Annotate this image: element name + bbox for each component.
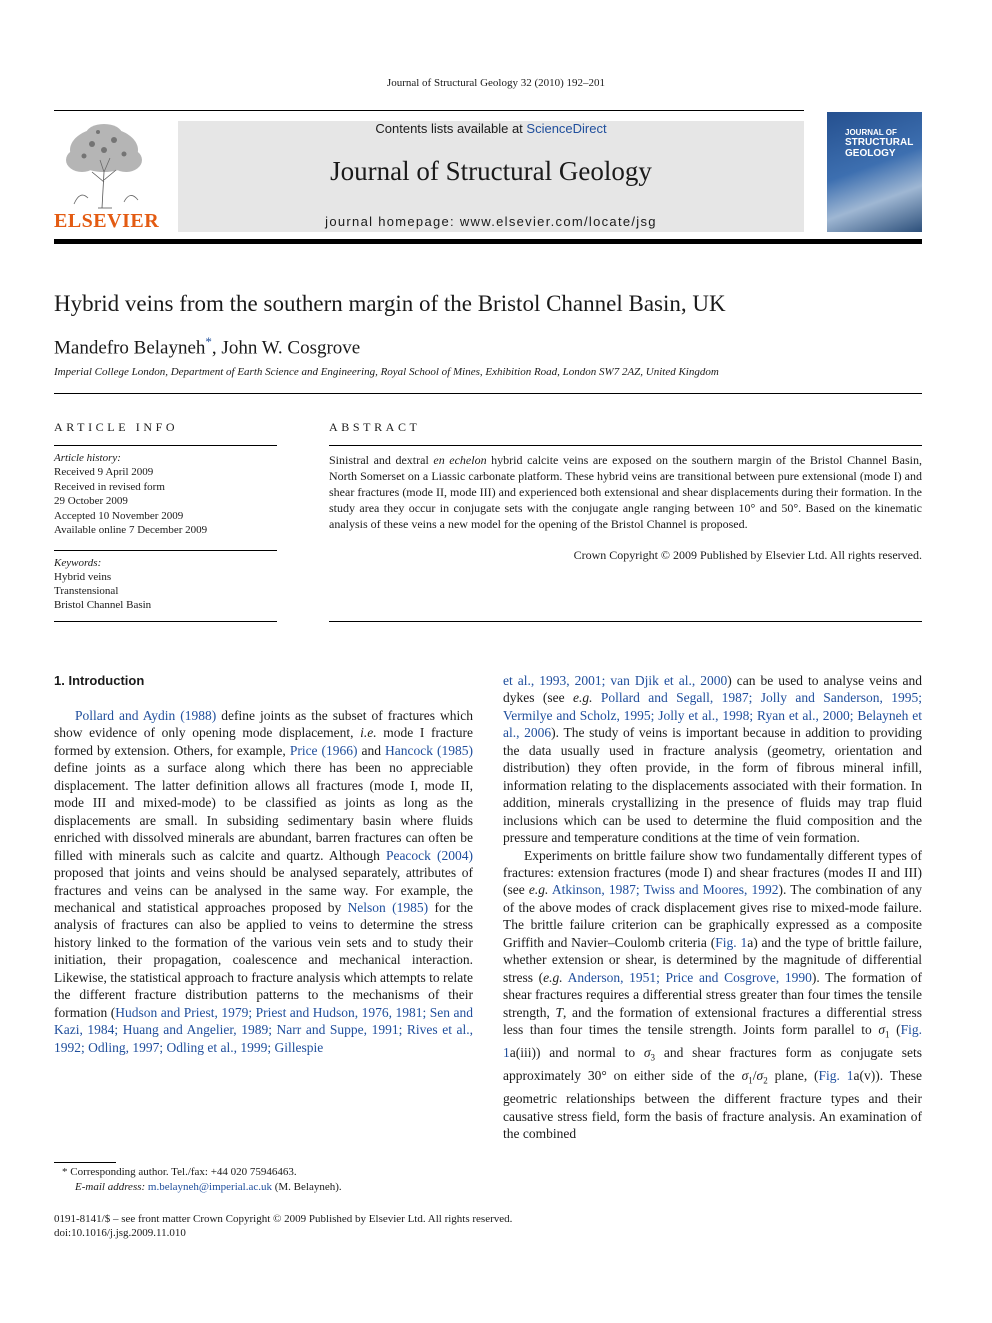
- cover-line1: JOURNAL OF: [845, 128, 897, 137]
- header-thick-rule: [54, 239, 922, 244]
- text-run: ) can be used to analyse veins and dykes (see: [503, 673, 923, 706]
- history-item: 29 October 2009: [54, 495, 128, 508]
- journal-name: Journal of Structural Geology: [330, 156, 652, 186]
- history-item: Received 9 April 2009: [54, 466, 154, 479]
- italic-text: σ: [756, 1068, 764, 1084]
- footnote-rule: [54, 1162, 116, 1163]
- italic-text: e.g.: [528, 882, 549, 898]
- text-run: a(v)). These geometric relationships between the different fracture types and their causative stress field, form the basis of fracture analysis. An examination of the combined: [503, 1068, 922, 1142]
- header-top-rule: [54, 110, 804, 111]
- subscript: 1: [748, 1076, 753, 1087]
- affiliation: Imperial College London, Department of Earth Science and Engineering, Royal School of Mines, Exhibition Road, London SW7 2AZ, United Kingdom: [54, 366, 719, 378]
- body-column-left: [54, 707, 473, 1056]
- sciencedirect-link[interactable]: ScienceDirect: [526, 121, 607, 136]
- abstract-part: hybrid calcite veins are exposed on the southern margin of the Bristol Channel Basin, North Somerset on a Liassic carbonate platform. These hybrid veins are transitional between pure extensional (mode I) and shear fractures (mode II, mode III) and experienced both extensional and shear displacements during their formation. In the study area they occur in conjugate sets with the conjugate angle ranging between 10° and 50°. Based on the kinematic analysis of these veins a new model for the opening of the Bristol Channel is proposed.: [329, 453, 922, 531]
- intro-paragraph: [54, 707, 473, 1056]
- article-history: [54, 451, 207, 537]
- doi-line[interactable]: doi:10.1016/j.jsg.2009.11.010: [54, 1227, 186, 1239]
- text-run: define joints as a surface along which there has been no appreciable displacement. The latter definition allows all fractures (mode I, mode II, mode III and mixed-mode) to be classified as joints as long as the displacements are small. In subsiding sedimentary basin where fluids enriched with dissolved minerals are abundant, barren fractures can often be filled with minerals such as calcite and quartz. Although: [54, 760, 473, 863]
- footnote-email-line: [54, 1180, 474, 1195]
- citation-link[interactable]: Fig. 1: [715, 934, 748, 950]
- history-item: Accepted 10 November 2009: [54, 509, 184, 522]
- journal-cover-title: [845, 128, 920, 159]
- cover-line2: STRUCTURAL: [845, 137, 914, 148]
- front-matter: [54, 1212, 512, 1240]
- citation-link[interactable]: Pollard and Segall, 1987; Jolly and Sanderson, 1995; Vermilye and Scholz, 1995; Jolly et al., 1998; Ryan et al., 2000; Belayneh et al., 2006: [503, 690, 923, 741]
- text-run: , and the formation of extensional fractures a differential stress less than four times the tensile strength. Joints form parallel to: [503, 1004, 922, 1038]
- article-history-label: Article history:: [54, 452, 121, 464]
- author-belayneh[interactable]: Mandefro Belayneh: [54, 337, 206, 359]
- text-run: proposed that joints and veins should be analysed separately, attributes of fractures and veins can be analysed in the same way. For example, the mechanical and statistical approaches proposed by: [54, 865, 473, 915]
- tree-icon: [54, 120, 156, 210]
- text-run: (: [889, 1022, 901, 1038]
- citation-link[interactable]: Pollard and Aydin (1988): [75, 708, 217, 723]
- issn-line: 0191-8141/$ – see front matter Crown Copyright © 2009 Published by Elsevier Ltd. All rights reserved.: [54, 1213, 513, 1225]
- citation-link[interactable]: Price (1966): [289, 742, 358, 758]
- history-item: Received in revised form: [54, 480, 165, 493]
- text-run: and shear fractures form as conjugate sets approximately 30° on either side of the: [503, 1045, 922, 1084]
- citation-link[interactable]: Hancock (1985): [385, 742, 474, 758]
- cover-line3: GEOLOGY: [845, 148, 896, 159]
- citation-link[interactable]: Atkinson, 1987; Twiss and Moores, 1992: [551, 882, 779, 898]
- contents-line: [178, 121, 804, 136]
- author-list: [54, 334, 360, 359]
- introduction-heading: 1. Introduction: [54, 673, 145, 688]
- footnote-line: * Corresponding author. Tel./fax: +44 020 75946463.: [62, 1166, 297, 1178]
- contents-prefix: Contents lists available at: [375, 121, 527, 136]
- citation-link[interactable]: Peacock (2004): [385, 847, 474, 863]
- corresponding-author-footnote: [54, 1165, 474, 1195]
- text-run: Experiments on brittle failure show two fundamentally different types of fractures: extension fractures (mode I) and shear fractures (modes II and III) (see: [503, 847, 922, 898]
- abstract-bottom-rule: [329, 621, 922, 622]
- article-info-bottom-rule: [54, 621, 277, 622]
- citation-link[interactable]: Anderson, 1951; Price and Cosgrove, 1990: [567, 969, 812, 985]
- italic-text: T: [555, 1004, 564, 1020]
- author-cosgrove[interactable]: , John W. Cosgrove: [211, 337, 361, 359]
- corresponding-author-mark[interactable]: *: [205, 334, 212, 349]
- journal-homepage-link[interactable]: journal homepage: www.elsevier.com/locate/jsg: [325, 214, 657, 229]
- text-run: plane, (: [767, 1068, 819, 1084]
- text-run: mode I fracture formed by extension. Others, for example,: [54, 725, 473, 758]
- italic-text: σ: [878, 1022, 885, 1038]
- text-run: ). The combination of any of the above modes of crack displacement gives rise to mixed-mode failure. The brittle failure criterion can be graphically expressed as a composite Griffith and Navier–Coulomb criteria (: [503, 882, 923, 950]
- italic-text: e.g.: [543, 969, 563, 985]
- abstract-text: [329, 452, 922, 532]
- email-suffix: (M. Belayneh).: [271, 1181, 342, 1193]
- abstract-heading: ABSTRACT: [329, 420, 421, 434]
- keywords-label: Keywords:: [54, 557, 102, 569]
- citation-link[interactable]: Fig. 1: [818, 1068, 854, 1084]
- text-run: /: [752, 1068, 757, 1084]
- affiliation-rule: [54, 393, 922, 394]
- italic-text: σ: [643, 1045, 651, 1061]
- text-run: ). The formation of shear fractures requires a differential stress greater than four times the tensile strength,: [503, 969, 922, 1020]
- text-run: define joints as the subset of fractures which show evidence of only opening mode displacement,: [54, 708, 473, 741]
- citation-link[interactable]: Fig. 1: [503, 1022, 923, 1061]
- abstract-rule: [329, 445, 922, 446]
- italic-text: σ: [741, 1068, 749, 1084]
- subscript: 2: [763, 1076, 768, 1087]
- abstract-copyright: Crown Copyright © 2009 Published by Elsevier Ltd. All rights reserved.: [573, 548, 922, 562]
- history-item: Available online 7 December 2009: [54, 524, 208, 537]
- text-run: and: [357, 742, 386, 758]
- elsevier-wordmark: ELSEVIER: [54, 210, 160, 232]
- abstract-italic: en echelon: [433, 453, 487, 467]
- text-run: for the analysis of fractures can also be applied to veins to determine the stress history linked to the formation of the various vein sets and to study their initiation, their propagation, coalescence and mechanical interaction. Likewise, the statistical approach to fracture analysis which attempts to relate the different fracture distribution patterns to the mechanisms of their formation (: [54, 899, 473, 1020]
- text-run: a) and the type of brittle failure, whether extension or shear, is determined by the magnitude of differential stress (: [503, 934, 922, 985]
- keyword-item: Hybrid veins: [54, 571, 112, 583]
- intro-paragraph: [503, 847, 922, 1143]
- email-label: E-mail address:: [75, 1181, 148, 1193]
- text-run: a(iii)) and normal to: [509, 1045, 644, 1061]
- subscript: 3: [650, 1052, 656, 1063]
- article-info-heading: ARTICLE INFO: [54, 420, 179, 434]
- article-info-rule: [54, 445, 277, 446]
- citation-link[interactable]: Hudson and Priest, 1979; Priest and Hudson, 1976, 1981; Sen and Kazi, 1984; Huang and Angelier, 1989; Narr and Suppe, 1991; Rives et al., 1992; Odling, 1997; Odling et al., 1999; Gillespie: [54, 1004, 473, 1055]
- abstract-part: Sinistral and dextral: [329, 453, 434, 467]
- text-run: [593, 690, 601, 705]
- keyword-item: Bristol Channel Basin: [54, 599, 152, 611]
- text-run: ). The study of veins is important because in addition to providing the data usually used in fracture analysis (geometry, orientation and distribution) they often provide, in the form of fibrous mineral infill, information relating to the displacements associated with their formation. In addition, minerals crystallizing in the presence of fluids may trap fluid inclusions which can be used to determine the fluid composition and the pressure and temperature conditions at the time of vein formation.: [503, 725, 922, 846]
- keyword-item: Transtensional: [54, 585, 119, 597]
- journal-citation: Journal of Structural Geology 32 (2010) 192–201: [386, 77, 606, 89]
- body-column-right: [503, 672, 922, 1143]
- subscript: 1: [885, 1029, 890, 1040]
- email-link[interactable]: m.belayneh@imperial.ac.uk: [147, 1181, 272, 1193]
- italic-text: i.e.: [360, 725, 377, 741]
- article-title: Hybrid veins from the southern margin of the Bristol Channel Basin, UK: [54, 291, 726, 316]
- citation-link[interactable]: Nelson (1985): [347, 899, 429, 915]
- italic-text: e.g.: [573, 690, 593, 706]
- intro-paragraph-continued: [503, 672, 922, 847]
- citation-link[interactable]: et al., 1993, 2001; van Djik et al., 2000: [503, 673, 728, 688]
- keywords-rule: [54, 550, 277, 551]
- keywords: [54, 556, 151, 612]
